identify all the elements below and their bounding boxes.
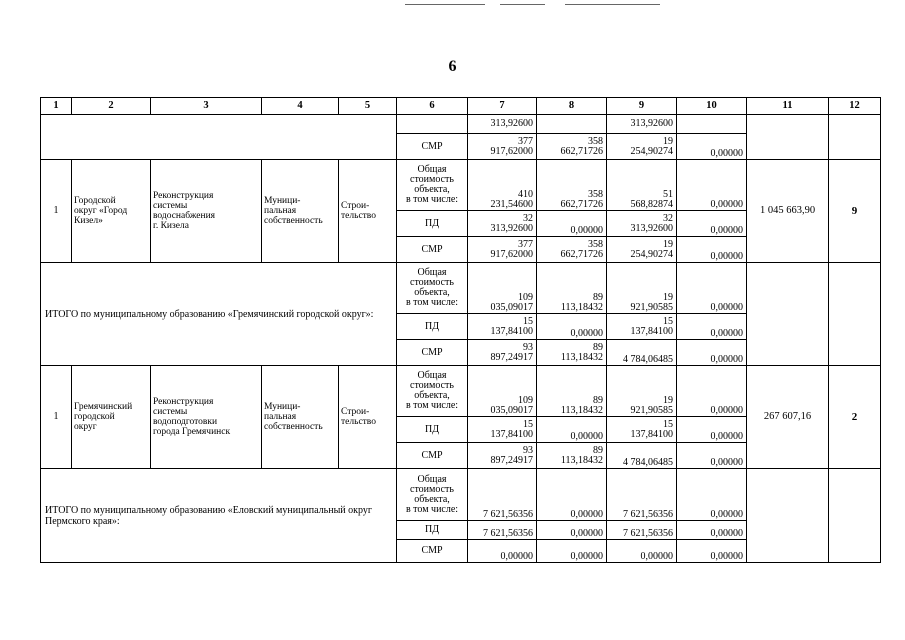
itogo-grem-col12 [829, 263, 881, 366]
itogo-elov-row-total [41, 469, 881, 521]
kizel-total-col9: 51 568,82874 [607, 160, 677, 211]
col-header-2: 2 [72, 98, 151, 115]
grem-col11: 267 607,16 [747, 366, 829, 469]
itogo-elov-smr-col10: 0,00000 [677, 540, 747, 563]
cont-blank [41, 115, 397, 160]
kizel-total-col10: 0,00000 [677, 160, 747, 211]
kizel-pd-col10: 0,00000 [677, 211, 747, 237]
kizel-smr-col8: 358 662,71726 [537, 237, 607, 263]
itogo-grem-total-col8: 89 113,18432 [537, 263, 607, 314]
col-header-8: 8 [537, 98, 607, 115]
itogo-grem-pd-col9: 15 137,84100 [607, 314, 677, 340]
col-header-12: 12 [829, 98, 881, 115]
itogo-elov-pd-col7: 7 621,56356 [468, 521, 537, 540]
itogo-elov-total-label: Общая стоимость объекта, в том числе: [397, 469, 468, 521]
kizel-row-total [41, 160, 881, 211]
header-row [41, 98, 881, 115]
cont-pd-col9: 313,92600 [607, 115, 677, 134]
grem-smr-col10: 0,00000 [677, 443, 747, 469]
top-rule-left [405, 4, 485, 5]
col-header-6: 6 [397, 98, 468, 115]
kizel-pd-col9: 32 313,92600 [607, 211, 677, 237]
col-header-7: 7 [468, 98, 537, 115]
page-number: 6 [448, 58, 457, 75]
itogo-grem-pd-col10: 0,00000 [677, 314, 747, 340]
top-rule-mid [500, 4, 545, 5]
grem-row-total [41, 366, 881, 417]
grem-pd-col9: 15 137,84100 [607, 417, 677, 443]
cont-pd-col8 [537, 115, 607, 134]
itogo-grem-pd-col8: 0,00000 [537, 314, 607, 340]
cont-pd-label [397, 115, 468, 134]
grem-work-type: Строи- тельство [339, 366, 397, 469]
col-header-1: 1 [41, 98, 72, 115]
kizel-total-label: Общая стоимость объекта, в том числе: [397, 160, 468, 211]
grem-ownership: Муници- пальная собственность [262, 366, 339, 469]
itogo-elov-pd-label: ПД [397, 521, 468, 540]
itogo-grem-pd-col7: 15 137,84100 [468, 314, 537, 340]
itogo-elov-label: ИТОГО по муниципальному образованию «Еловский муниципальный округ Пермского края»: [41, 469, 397, 563]
itogo-grem-row-total [41, 263, 881, 314]
itogo-grem-label: ИТОГО по муниципальному образованию «Гремячинский городской округ»: [41, 263, 397, 366]
grem-pd-col10: 0,00000 [677, 417, 747, 443]
itogo-grem-smr-col9: 4 784,06485 [607, 340, 677, 366]
col-header-4: 4 [262, 98, 339, 115]
col-header-5: 5 [339, 98, 397, 115]
itogo-grem-total-label: Общая стоимость объекта, в том числе: [397, 263, 468, 314]
grem-total-col7: 109 035,09017 [468, 366, 537, 417]
kizel-pd-col8: 0,00000 [537, 211, 607, 237]
grem-total-col9: 19 921,90585 [607, 366, 677, 417]
kizel-ownership: Муници- пальная собственность [262, 160, 339, 263]
grem-num: 1 [41, 366, 72, 469]
kizel-smr-col10: 0,00000 [677, 237, 747, 263]
kizel-total-col8: 358 662,71726 [537, 160, 607, 211]
kizel-smr-col9: 19 254,90274 [607, 237, 677, 263]
itogo-elov-total-col9: 7 621,56356 [607, 469, 677, 521]
kizel-total-col7: 410 231,54600 [468, 160, 537, 211]
grem-total-col8: 89 113,18432 [537, 366, 607, 417]
grem-total-col10: 0,00000 [677, 366, 747, 417]
itogo-elov-smr-col9: 0,00000 [607, 540, 677, 563]
kizel-smr-label: СМР [397, 237, 468, 263]
itogo-elov-smr-label: СМР [397, 540, 468, 563]
itogo-elov-pd-col8: 0,00000 [537, 521, 607, 540]
grem-municipality: Гремячинский городской округ [72, 366, 151, 469]
col-header-9: 9 [607, 98, 677, 115]
kizel-smr-col7: 377 917,62000 [468, 237, 537, 263]
itogo-elov-total-col7: 7 621,56356 [468, 469, 537, 521]
kizel-municipality: Городской округ «Город Кизел» [72, 160, 151, 263]
grem-pd-col8: 0,00000 [537, 417, 607, 443]
itogo-elov-total-col8: 0,00000 [537, 469, 607, 521]
grem-smr-col9: 4 784,06485 [607, 443, 677, 469]
itogo-elov-smr-col8: 0,00000 [537, 540, 607, 563]
itogo-grem-smr-col8: 89 113,18432 [537, 340, 607, 366]
itogo-elov-smr-col7: 0,00000 [468, 540, 537, 563]
col-header-3: 3 [151, 98, 262, 115]
cont-smr-col9: 19 254,90274 [607, 134, 677, 160]
cont-smr-col10: 0,00000 [677, 134, 747, 160]
kizel-pd-label: ПД [397, 211, 468, 237]
cont-col12 [829, 115, 881, 160]
kizel-col12: 9 [829, 160, 881, 263]
itogo-grem-col11 [747, 263, 829, 366]
kizel-work-type: Строи- тельство [339, 160, 397, 263]
kizel-col11: 1 045 663,90 [747, 160, 829, 263]
kizel-pd-col7: 32 313,92600 [468, 211, 537, 237]
itogo-grem-total-col10: 0,00000 [677, 263, 747, 314]
grem-col12: 2 [829, 366, 881, 469]
grem-pd-label: ПД [397, 417, 468, 443]
cont-pd-col7: 313,92600 [468, 115, 537, 134]
itogo-grem-smr-label: СМР [397, 340, 468, 366]
col-header-10: 10 [677, 98, 747, 115]
grem-smr-col8: 89 113,18432 [537, 443, 607, 469]
itogo-elov-total-col10: 0,00000 [677, 469, 747, 521]
col-header-11: 11 [747, 98, 829, 115]
grem-total-label: Общая стоимость объекта, в том числе: [397, 366, 468, 417]
itogo-grem-smr-col7: 93 897,24917 [468, 340, 537, 366]
object-table [40, 97, 881, 563]
cont-smr-col7: 377 917,62000 [468, 134, 537, 160]
grem-smr-col7: 93 897,24917 [468, 443, 537, 469]
cont-col11 [747, 115, 829, 160]
cont-row-pd [41, 115, 881, 134]
grem-pd-col7: 15 137,84100 [468, 417, 537, 443]
itogo-grem-pd-label: ПД [397, 314, 468, 340]
itogo-elov-col12 [829, 469, 881, 563]
grem-smr-label: СМР [397, 443, 468, 469]
itogo-elov-pd-col9: 7 621,56356 [607, 521, 677, 540]
kizel-object: Реконструкция системы водоснабжения г. Кизела [151, 160, 262, 263]
itogo-grem-smr-col10: 0,00000 [677, 340, 747, 366]
cont-smr-col8: 358 662,71726 [537, 134, 607, 160]
grem-object: Реконструкция системы водоподготовки города Гремячинск [151, 366, 262, 469]
cont-pd-col10 [677, 115, 747, 134]
cont-smr-label: СМР [397, 134, 468, 160]
itogo-grem-total-col7: 109 035,09017 [468, 263, 537, 314]
top-rule-right [565, 4, 660, 5]
kizel-num: 1 [41, 160, 72, 263]
itogo-elov-col11 [747, 469, 829, 563]
itogo-elov-pd-col10: 0,00000 [677, 521, 747, 540]
itogo-grem-total-col9: 19 921,90585 [607, 263, 677, 314]
